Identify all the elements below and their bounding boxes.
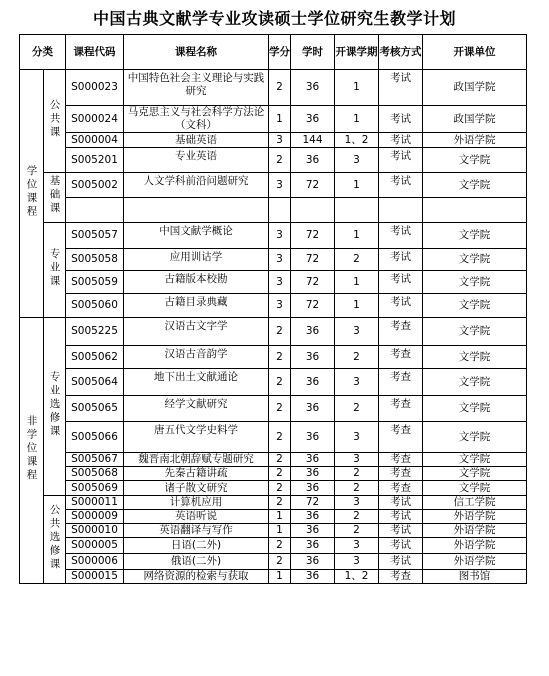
cell-assessment [379,198,423,223]
cell-assessment: 考试 [379,133,423,148]
cell-hours: 36 [291,570,335,584]
header-assessment: 考核方式 [379,35,423,70]
cell-code: S005057 [66,223,124,249]
cell-name: 古籍版本校勘 [124,271,269,294]
page-title: 中国古典文献学专业攻读硕士学位研究生教学计划 [92,9,456,28]
cell-code: S005059 [66,271,124,294]
cell-hours: 36 [291,422,335,453]
cell-assessment: 考查 [379,318,423,346]
table-row [20,496,527,510]
cell-credit: 3 [269,271,291,294]
cell-unit: 文学院 [423,396,527,422]
cell-hours: 36 [291,538,335,554]
group-label: 非学位课程 [25,414,38,483]
cell-credit: 3 [269,249,291,271]
table-row [20,249,527,271]
group-label: 学位课程 [25,164,38,219]
cell-unit: 外语学院 [423,524,527,538]
subgroup-label: 专业课 [48,247,61,289]
cell-name: 经学文献研究 [124,396,269,422]
cell-name: 英语听说 [124,510,269,524]
table-row [20,346,527,369]
cell-name: 地下出土文献通论 [124,369,269,396]
cell-credit: 2 [269,554,291,570]
cell-assessment: 考试 [379,496,423,510]
cell-credit: 3 [269,294,291,318]
cell-assessment: 考试 [379,510,423,524]
table-row [20,510,527,524]
table-row [20,369,527,396]
table-row [20,481,527,496]
cell-credit: 2 [269,396,291,422]
cell-unit: 外语学院 [423,554,527,570]
table-row [20,148,527,173]
cell-hours: 72 [291,223,335,249]
cell-name: 中国特色社会主义理论与实践研究 [124,70,269,106]
cell-name: 唐五代文学史料学 [124,422,269,453]
table-row [20,173,527,198]
cell-hours [291,198,335,223]
table-row [20,524,527,538]
cell-hours: 36 [291,148,335,173]
cell-unit: 信工学院 [423,496,527,510]
cell-assessment: 考查 [379,570,423,584]
cell-semester: 2 [335,467,379,481]
cell-name: 应用训诂学 [124,249,269,271]
cell-semester: 2 [335,249,379,271]
cell-code: S005002 [66,173,124,198]
cell-semester: 1 [335,106,379,133]
cell-credit: 3 [269,223,291,249]
cell-unit: 政国学院 [423,70,527,106]
cell-semester: 3 [335,453,379,467]
group-nondegree-courses [20,318,44,584]
cell-code: S000009 [66,510,124,524]
table-row [20,570,527,584]
table-row [20,271,527,294]
cell-hours: 36 [291,467,335,481]
cell-hours: 36 [291,453,335,467]
cell-credit: 2 [269,318,291,346]
cell-semester: 3 [335,148,379,173]
cell-unit: 文学院 [423,223,527,249]
cell-name: 计算机应用 [124,496,269,510]
cell-assessment: 考查 [379,422,423,453]
table-row [20,318,527,346]
cell-unit: 文学院 [423,346,527,369]
curriculum-table [19,34,527,584]
table-row [20,538,527,554]
cell-semester: 2 [335,524,379,538]
header-row [20,35,527,70]
cell-hours: 36 [291,106,335,133]
header-category: 分类 [20,35,66,70]
cell-hours: 36 [291,396,335,422]
cell-credit [269,198,291,223]
cell-code: S005058 [66,249,124,271]
cell-assessment: 考试 [379,249,423,271]
cell-hours: 72 [291,249,335,271]
cell-name: 汉语古音韵学 [124,346,269,369]
cell-credit: 2 [269,148,291,173]
header-code: 课程代码 [66,35,124,70]
cell-assessment: 考试 [379,173,423,198]
cell-unit: 文学院 [423,467,527,481]
cell-code: S005069 [66,481,124,496]
cell-semester: 3 [335,496,379,510]
cell-code: S005060 [66,294,124,318]
cell-assessment: 考查 [379,453,423,467]
cell-credit: 2 [269,422,291,453]
table-row [20,396,527,422]
cell-semester: 3 [335,422,379,453]
subgroup-label: 公共课 [48,98,61,140]
subgroup-major-elective [44,318,66,496]
table-row [20,453,527,467]
cell-credit: 2 [269,369,291,396]
cell-name: 基础英语 [124,133,269,148]
cell-semester [335,198,379,223]
cell-hours: 36 [291,481,335,496]
table-row [20,467,527,481]
cell-semester: 1 [335,223,379,249]
cell-assessment: 考试 [379,106,423,133]
cell-semester: 2 [335,396,379,422]
table-row [20,106,527,133]
cell-hours: 36 [291,318,335,346]
cell-semester: 1 [335,70,379,106]
cell-hours: 72 [291,496,335,510]
cell-credit: 1 [269,106,291,133]
cell-semester: 3 [335,369,379,396]
cell-unit: 外语学院 [423,538,527,554]
cell-code: S005225 [66,318,124,346]
subgroup-public [44,70,66,173]
cell-semester: 2 [335,510,379,524]
cell-assessment: 考查 [379,346,423,369]
cell-assessment: 考试 [379,294,423,318]
cell-code: S000024 [66,106,124,133]
cell-assessment: 考试 [379,148,423,173]
cell-assessment: 考试 [379,271,423,294]
cell-unit: 文学院 [423,271,527,294]
cell-semester: 1 [335,271,379,294]
cell-code: S000015 [66,570,124,584]
cell-unit: 文学院 [423,173,527,198]
cell-semester: 1 [335,294,379,318]
table-row [20,554,527,570]
cell-name: 英语翻译与写作 [124,524,269,538]
cell-credit: 2 [269,538,291,554]
cell-code: S005201 [66,148,124,173]
cell-unit: 外语学院 [423,510,527,524]
cell-semester: 3 [335,318,379,346]
cell-unit: 文学院 [423,148,527,173]
cell-credit: 2 [269,453,291,467]
header-unit: 开课单位 [423,35,527,70]
cell-hours: 72 [291,173,335,198]
cell-credit: 1 [269,524,291,538]
cell-code: S005066 [66,422,124,453]
table-row [20,422,527,453]
cell-hours: 36 [291,70,335,106]
subgroup-label: 公共选修课 [48,503,61,572]
cell-semester: 1、2 [335,133,379,148]
cell-hours: 72 [291,271,335,294]
cell-credit: 2 [269,346,291,369]
subgroup-public-elective [44,496,66,584]
cell-unit: 文学院 [423,422,527,453]
cell-hours: 36 [291,369,335,396]
cell-unit: 文学院 [423,294,527,318]
cell-semester: 1 [335,173,379,198]
cell-credit: 2 [269,70,291,106]
cell-unit [423,198,527,223]
subgroup-label: 基础课 [48,175,61,216]
cell-name: 日语(二外) [124,538,269,554]
cell-unit: 文学院 [423,318,527,346]
table-row [20,198,527,223]
cell-semester: 2 [335,346,379,369]
cell-name: 俄语(二外) [124,554,269,570]
cell-name: 汉语古文字学 [124,318,269,346]
cell-name: 网络资源的检索与获取 [124,570,269,584]
table-row [20,223,527,249]
cell-semester: 2 [335,481,379,496]
subgroup-major [44,223,66,318]
cell-code: S000006 [66,554,124,570]
cell-name: 先秦古籍讲疏 [124,467,269,481]
table-row [20,70,527,106]
header-semester: 开课学期 [335,35,379,70]
cell-code: S005065 [66,396,124,422]
cell-unit: 文学院 [423,369,527,396]
table-row [20,294,527,318]
cell-code: S005062 [66,346,124,369]
cell-name: 人文学科前沿问题研究 [124,173,269,198]
cell-unit: 图书馆 [423,570,527,584]
cell-name: 专业英语 [124,148,269,173]
cell-code: S000011 [66,496,124,510]
cell-assessment: 考试 [379,223,423,249]
cell-assessment: 考试 [379,524,423,538]
cell-semester: 3 [335,554,379,570]
cell-unit: 文学院 [423,453,527,467]
table-row [20,133,527,148]
cell-code: S005068 [66,467,124,481]
cell-code: S005064 [66,369,124,396]
cell-name: 诸子散文研究 [124,481,269,496]
cell-assessment: 考查 [379,481,423,496]
cell-code [66,198,124,223]
cell-credit: 2 [269,496,291,510]
cell-assessment: 考试 [379,554,423,570]
cell-code: S000010 [66,524,124,538]
header-name: 课程名称 [124,35,269,70]
cell-hours: 36 [291,346,335,369]
cell-code: S005067 [66,453,124,467]
cell-code: S000023 [66,70,124,106]
header-hours: 学时 [291,35,335,70]
cell-semester: 1、2 [335,570,379,584]
cell-credit: 3 [269,173,291,198]
cell-hours: 144 [291,133,335,148]
cell-name [124,198,269,223]
cell-hours: 36 [291,524,335,538]
cell-hours: 36 [291,510,335,524]
cell-name: 马克思主义与社会科学方法论（文科） [124,106,269,133]
cell-credit: 2 [269,481,291,496]
cell-name: 古籍目录典藏 [124,294,269,318]
cell-credit: 1 [269,570,291,584]
cell-assessment: 考查 [379,467,423,481]
cell-unit: 政国学院 [423,106,527,133]
cell-unit: 文学院 [423,249,527,271]
cell-semester: 3 [335,538,379,554]
cell-name: 魏晋南北朝辞赋专题研究 [124,453,269,467]
header-credit: 学分 [269,35,291,70]
cell-credit: 2 [269,467,291,481]
group-degree-courses [20,70,44,318]
cell-hours: 72 [291,294,335,318]
cell-assessment: 考查 [379,369,423,396]
cell-code: S000005 [66,538,124,554]
subgroup-label: 专业选修课 [48,370,61,439]
cell-assessment: 考试 [379,70,423,106]
cell-name: 中国文献学概论 [124,223,269,249]
cell-credit: 1 [269,510,291,524]
cell-unit: 外语学院 [423,133,527,148]
cell-assessment: 考查 [379,396,423,422]
cell-unit: 文学院 [423,481,527,496]
cell-hours: 36 [291,554,335,570]
cell-credit: 3 [269,133,291,148]
subgroup-basic [44,173,66,223]
cell-assessment: 考试 [379,538,423,554]
cell-code: S000004 [66,133,124,148]
